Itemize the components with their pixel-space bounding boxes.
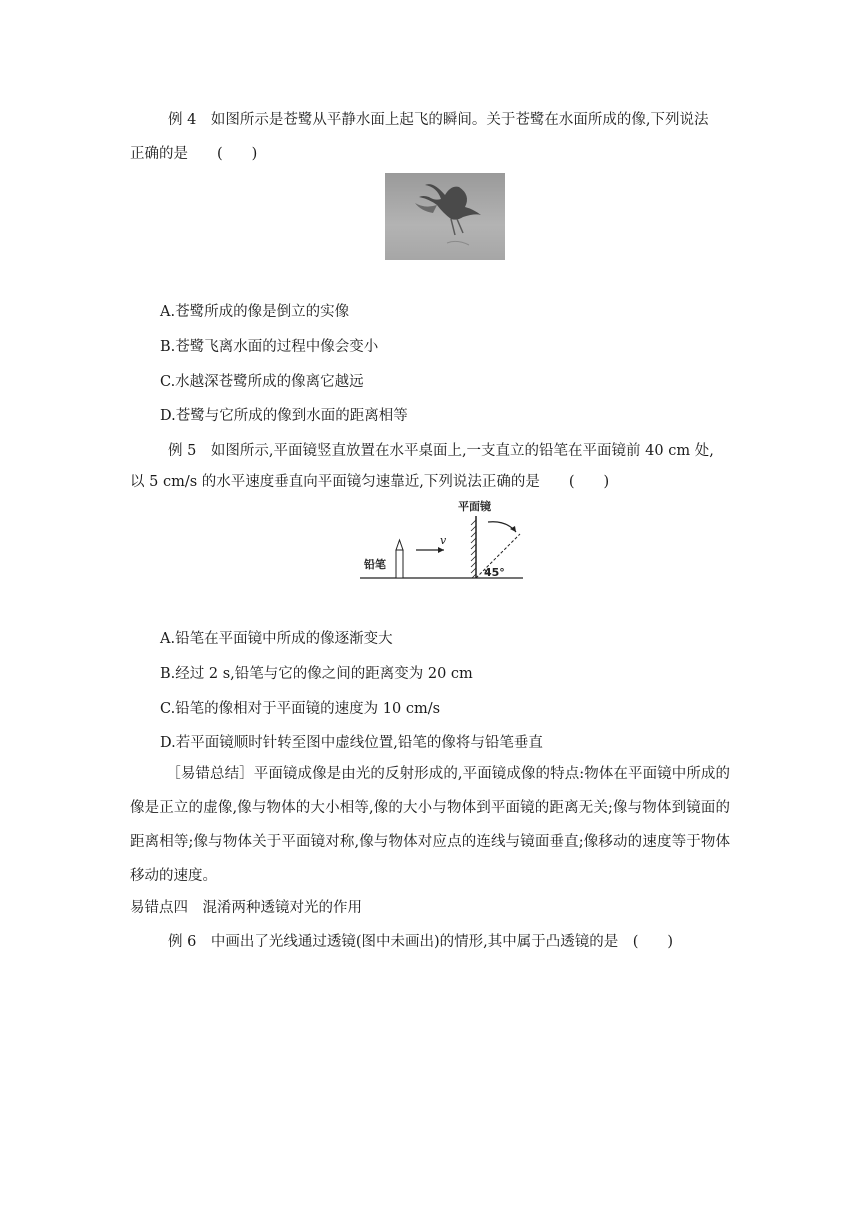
error-summary-paragraph: ［易错总结］平面镜成像是由光的反射形成的,平面镜成像的特点:物体在平面镜中所成的像是正立的虚像,像与物体的大小相等,像的大小与物体到平面镜的距离无关;像与物体到镜面的距离相等;像与物体关于平面镜对称,像与物体对应点的连线与镜面垂直;像移动的速度等于物体移动的速度。 [130, 766, 730, 884]
section-title: 易错点四 混淆两种透镜对光的作用 [130, 900, 362, 916]
example5-question-line1: 例 5 如图所示,平面镜竖直放置在水平桌面上,一支直立的铅笔在平面镜前 40 cm 处, [168, 443, 714, 459]
option-4d: D.苍鹭与它所成的像到水面的距离相等 [160, 408, 408, 424]
pencil-body [396, 550, 403, 578]
heron-photo [385, 173, 505, 260]
option-4b: B.苍鹭飞离水面的过程中像会变小 [160, 339, 379, 355]
velocity-label: v [440, 534, 447, 547]
option-4a: A.苍鹭所成的像是倒立的实像 [160, 304, 350, 320]
example5-question-line2: 以 5 cm/s 的水平速度垂直向平面镜匀速靠近,下列说法正确的是 ( ) [130, 474, 610, 490]
option-5d: D.若平面镜顺时针转至图中虚线位置,铅笔的像将与铅笔垂直 [160, 735, 543, 751]
mirror-pencil-diagram [360, 498, 530, 586]
mirror-label: 平面镜 [458, 500, 491, 513]
example4-question-line2: 正确的是 ( ) [130, 146, 258, 162]
angle-label: 45° [484, 566, 505, 579]
example4-question-line1: 例 4 如图所示是苍鹭从平静水面上起飞的瞬间。关于苍鹭在水面所成的像,下列说法 [168, 112, 709, 128]
pencil-tip [396, 540, 403, 550]
velocity-arrowhead [438, 547, 444, 553]
rotation-arrow [488, 522, 516, 532]
option-5a: A.铅笔在平面镜中所成的像逐渐变大 [160, 631, 393, 647]
option-4c: C.水越深苍鹭所成的像离它越远 [160, 374, 364, 390]
example6-question: 例 6 中画出了光线通过透镜(图中未画出)的情形,其中属于凸透镜的是 ( ) [168, 934, 674, 950]
option-5b: B.经过 2 s,铅笔与它的像之间的距离变为 20 cm [160, 666, 473, 682]
option-5c: C.铅笔的像相对于平面镜的速度为 10 cm/s [160, 701, 441, 717]
pencil-label: 铅笔 [364, 558, 386, 571]
photo-background [385, 173, 505, 260]
